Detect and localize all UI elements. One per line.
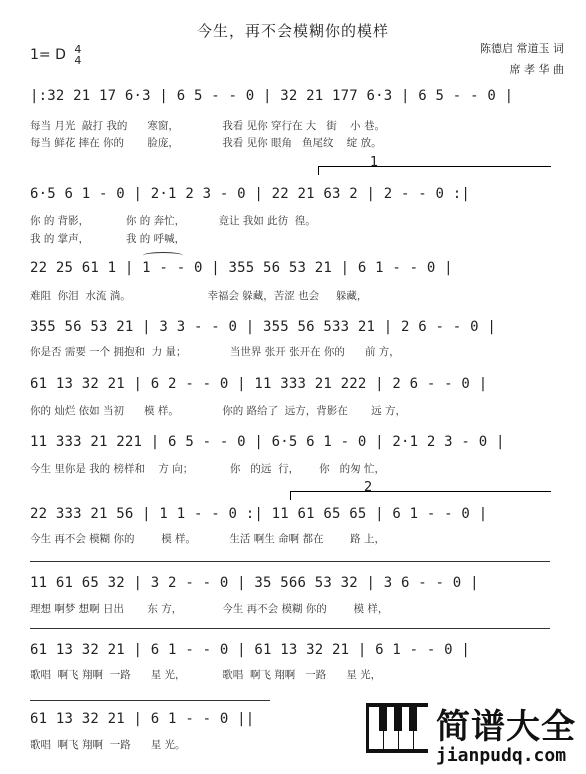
- volta-bracket-2: [290, 491, 551, 500]
- credits: [480, 38, 564, 80]
- lyric-line-1: 每当 月光 敲打 我的 寒窗， 我看 见你 穿行在 大 街 小 巷。: [30, 120, 385, 132]
- lyric-line-6: 你是否 需要 一个 拥抱和 力 量； 当世界 张开 张开在 你的 前 方，: [30, 346, 400, 358]
- lyric-line-10: 理想 啊梦 想啊 日出 东 方， 今生 再不会 模糊 你的 模 样，: [30, 603, 389, 615]
- volta-number-1: 1: [370, 155, 379, 170]
- key-prefix: 1= D: [30, 47, 66, 63]
- volta-bracket-1: [318, 166, 551, 175]
- music-line-9: 61 13 32 21 | 6 1 - - 0 | 61 13 32 21 | 6 1 - - 0 |: [30, 642, 471, 658]
- lyric-line-9: 今生 再不会 模糊 你的 模 样。 生活 啊生 命啊 都在 路 上，: [30, 533, 385, 545]
- music-line-1: |:32 21 17 6·3 | 6 5 - - 0 | 32 21 177 6·3 | 6 5 - - 0 |: [30, 88, 514, 104]
- music-line-6: 11 333 21 221 | 6 5 - - 0 | 6·5 6 1 - 0 | 2·1 2 3 - 0 |: [30, 434, 505, 450]
- lyric-line-3: 你 的 背影， 你 的 奔忙， 竟让 我如 此彷 徨。: [30, 215, 316, 227]
- time-bottom: 4: [74, 54, 82, 67]
- logo-text: 简谱大全: [436, 707, 576, 747]
- time-top: 4: [74, 43, 82, 56]
- section-rule-3: [30, 700, 270, 701]
- lyric-line-11: 歌唱 啊飞 翔啊 一路 星 光， 歌唱 啊飞 翔啊 一路 星 光，: [30, 669, 382, 681]
- lyric-line-7: 你的 灿烂 依如 当初 模 样。 你的 路给了 远方，背影在 远 方，: [30, 405, 406, 417]
- music-line-5: 61 13 32 21 | 6 2 - - 0 | 11 333 21 222 | 2 6 - - 0 |: [30, 376, 488, 392]
- time-signature: [74, 44, 81, 66]
- lyric-line-12: 歌唱 啊飞 翔啊 一路 星 光。: [30, 739, 186, 751]
- page-title: 今生，再不会模糊你的模样: [196, 22, 389, 40]
- piano-keys-icon: [366, 703, 428, 753]
- key-signature: [30, 44, 81, 66]
- music-line-8: 11 61 65 32 | 3 2 - - 0 | 35 566 53 32 | 3 6 - - 0 |: [30, 575, 479, 591]
- lyric-line-8: 今生 里你是 我的 榜样和 方 向； 你 的远 行， 你 的匆 忙，: [30, 463, 385, 475]
- lyric-line-5: 难阻 你泪 水流 淌。 幸福会 躲藏，苦涩 也会 躲藏，: [30, 290, 368, 302]
- music-line-10: 61 13 32 21 | 6 1 - - 0 ||: [30, 711, 255, 727]
- section-rule-1: [30, 561, 550, 562]
- volta-number-2: 2: [364, 480, 373, 495]
- music-line-2: 6·5 6 1 - 0 | 2·1 2 3 - 0 | 22 21 63 2 | 2 - - 0 :|: [30, 186, 471, 202]
- site-logo: [366, 697, 580, 771]
- logo-url: jianpudq.com: [436, 745, 567, 766]
- music-line-3: 22 25 61 1 | 1 - - 0 | 355 56 53 21 | 6 1 - - 0 |: [30, 260, 453, 276]
- music-line-7: 22 333 21 56 | 1 1 - - 0 :| 11 61 65 65 | 6 1 - - 0 |: [30, 506, 488, 522]
- tie-arc: [143, 252, 183, 259]
- section-rule-2: [30, 628, 550, 629]
- composer: 席 孝 华 曲: [509, 63, 564, 76]
- lyricist: 陈德启 常道玉 词: [480, 42, 564, 55]
- lyric-line-4: 我 的 掌声， 我 的 呼喊，: [30, 233, 186, 245]
- lyric-line-2: 每当 鲜花 摔在 你的 脸庞， 我看 见你 眼角 鱼尾纹 绽 放。: [30, 137, 382, 149]
- music-line-4: 355 56 53 21 | 3 3 - - 0 | 355 56 533 21 | 2 6 - - 0 |: [30, 319, 496, 335]
